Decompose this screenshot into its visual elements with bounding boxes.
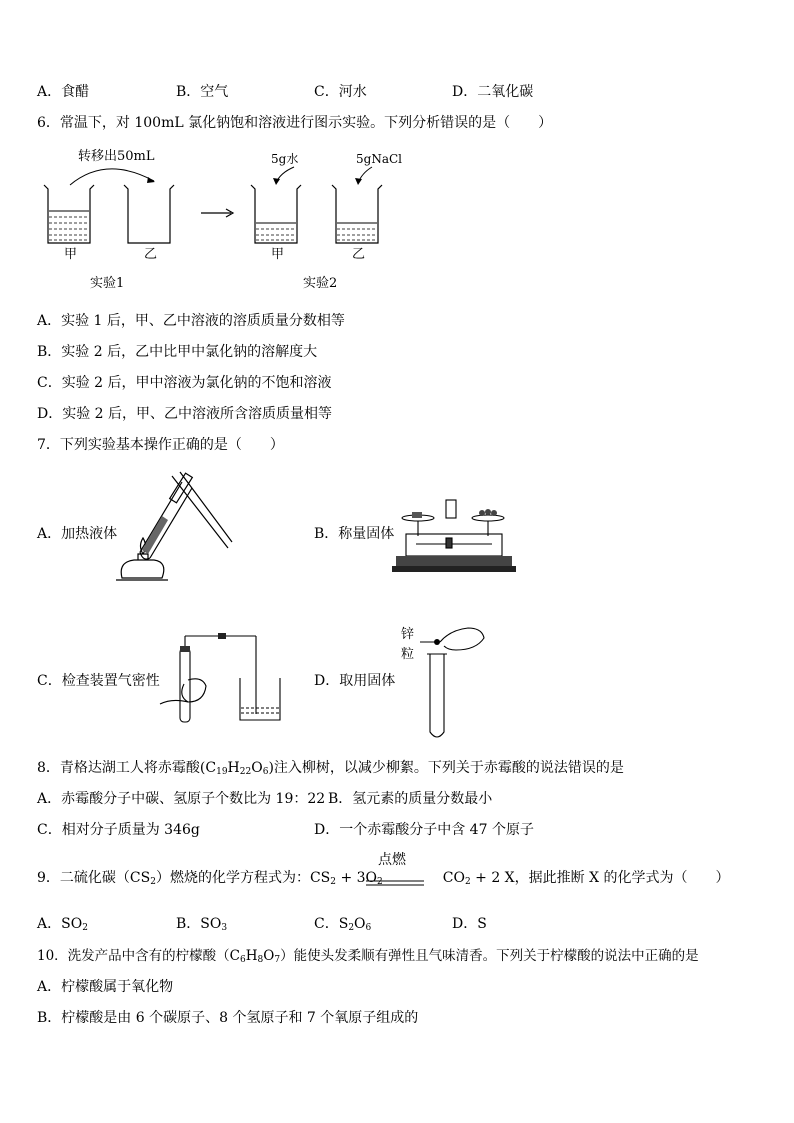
q7-option-b: B．称量固体	[314, 526, 395, 542]
reaction-condition: 点燃	[378, 852, 406, 868]
heating-liquid-image	[110, 470, 235, 590]
q10-option-a: A．柠檬酸属于氧化物	[37, 979, 174, 995]
q5-option-a: A．食醋	[37, 84, 90, 100]
beaker-jia-label-2: 甲	[271, 247, 285, 262]
q6-option-b: B．实验 2 后，乙中比甲中氯化钠的溶解度大	[37, 344, 318, 360]
q8-option-a: A．赤霉酸分子中碳、氢原子个数比为 19：22	[37, 791, 326, 807]
q9-option-d: D．S	[452, 916, 487, 932]
zinc-label-2: 粒	[401, 647, 415, 662]
q6-option-c: C．实验 2 后，甲中溶液为氯化钠的不饱和溶液	[37, 375, 332, 391]
q10-option-b: B．柠檬酸是由 6 个碳原子、8 个氢原子和 7 个氧原子组成的	[37, 1010, 419, 1026]
q6-stem: 6．常温下，对 100mL 氯化钠饱和溶液进行图示实验。下列分析错误的是（ ）	[37, 115, 553, 131]
transfer-label: 转移出50mL	[78, 149, 155, 164]
q9-option-b: B．$SO_3$	[176, 916, 228, 933]
q10-stem: 10．洗发产品中含有的柠檬酸$(C_6H_8O_7)$能使头发柔顺有弹性且气味清香。下列关于柠檬酸的说法中正确的是	[37, 948, 699, 965]
nacl-label: 5gNaCl	[356, 152, 402, 166]
q7-stem: 7．下列实验基本操作正确的是（ ）	[37, 437, 284, 453]
q9-option-c: C．$S_2O_6$	[314, 916, 372, 933]
q8-option-c: C．相对分子质量为 346g	[37, 822, 200, 838]
zinc-label-1: 锌	[401, 627, 415, 642]
q6-option-d: D．实验 2 后，甲、乙中溶液所含溶质质量相等	[37, 406, 333, 422]
q8-stem: 8．青格达湖工人将赤霉酸$(C_{19}H_{22}O_6)$注入柳树，以减少柳絮。下列关于赤霉酸的说法错误的是	[37, 760, 624, 777]
water-label: 5g水	[271, 152, 299, 166]
beaker-experiment-diagram	[36, 145, 416, 295]
q8-option-b: B．氢元素的质量分数最小	[328, 791, 493, 807]
q5-option-d: D．二氧化碳	[452, 84, 534, 100]
q5-option-b: B．空气	[176, 84, 229, 100]
reaction-equals-sign	[366, 871, 424, 877]
q7-option-c: C．检查装置气密性	[37, 673, 160, 689]
q7-option-d: D．取用固体	[314, 673, 396, 689]
beaker-jia-label-1: 甲	[64, 247, 78, 262]
airtightness-check-image	[158, 632, 283, 727]
balance-image	[392, 492, 517, 577]
q7-option-a: A．加热液体	[37, 526, 118, 542]
q8-option-d: D．一个赤霉酸分子中含 47 个原子	[314, 822, 534, 838]
beaker-yi-label-1: 乙	[144, 247, 158, 262]
q6-figure	[36, 145, 416, 295]
q5-option-c: C．河水	[314, 84, 367, 100]
beaker-yi-label-2: 乙	[352, 247, 366, 262]
q9-option-a: A．$SO_2$	[37, 916, 88, 933]
solid-taking-image	[420, 624, 490, 744]
q9-stem: 9．二硫化碳$(CS_2)$燃烧的化学方程式为：$CS_2 + 3O_2$ $CO_2 + 2$ X，据此推断 X 的化学式为（ ）	[37, 870, 730, 887]
experiment2-label: 实验2	[303, 276, 338, 291]
q6-option-a: A．实验 1 后，甲、乙中溶液的溶质质量分数相等	[37, 313, 345, 329]
experiment1-label: 实验1	[90, 276, 125, 291]
